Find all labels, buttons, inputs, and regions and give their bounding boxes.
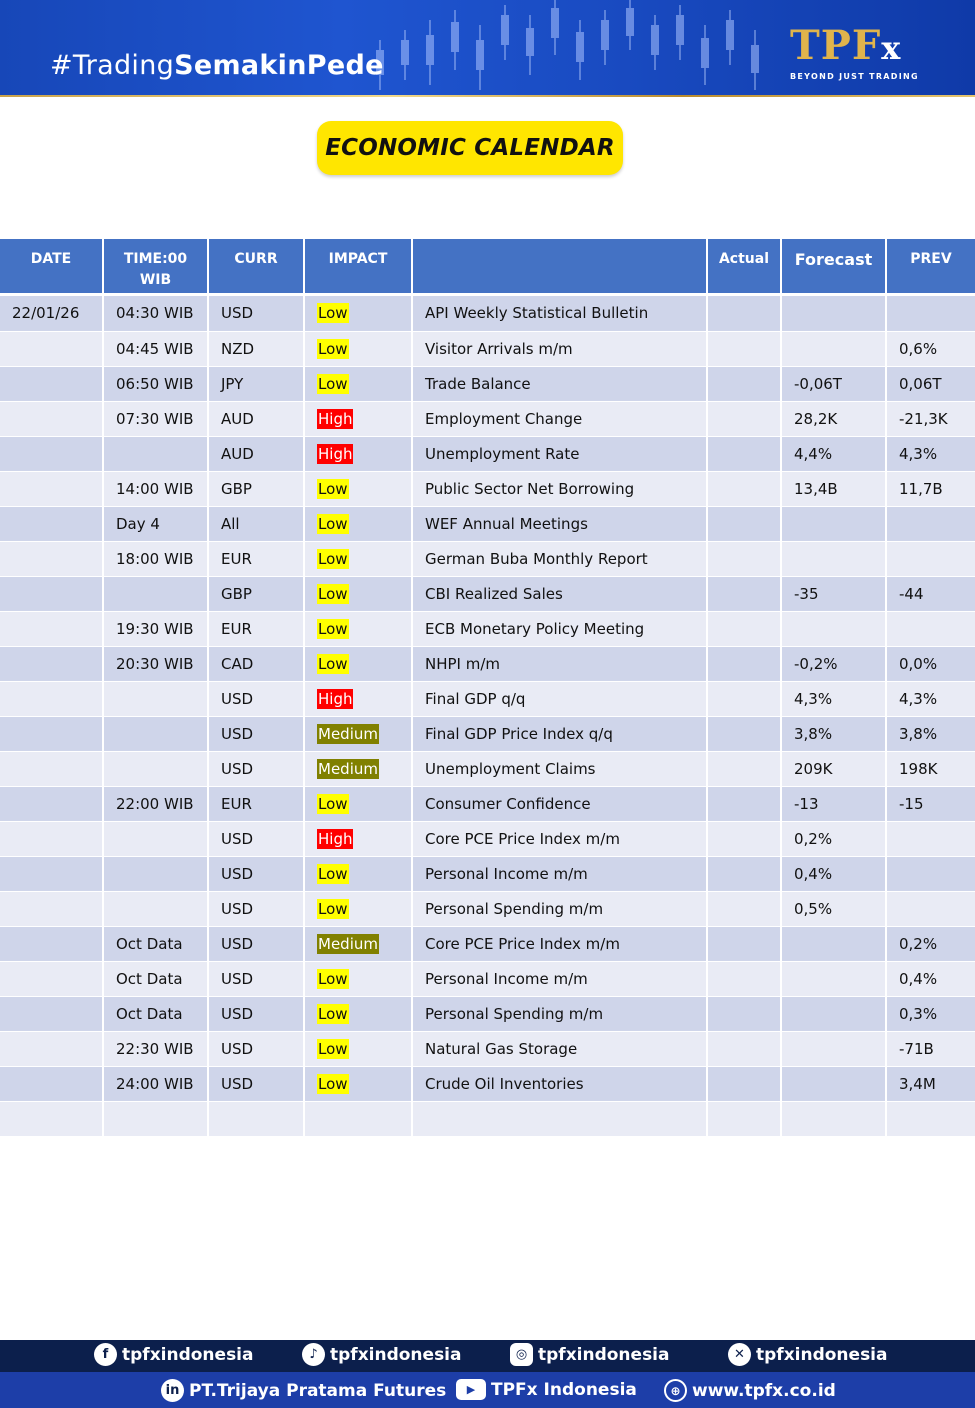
cell-time: 14:00 WIB xyxy=(103,471,208,506)
cell-date xyxy=(0,716,103,751)
header-forecast: Forecast xyxy=(781,239,886,294)
table-row xyxy=(0,926,975,961)
website-link[interactable] xyxy=(664,1379,836,1402)
table-row xyxy=(0,541,975,576)
header-banner xyxy=(0,0,975,97)
cell-actual xyxy=(707,856,781,891)
cell-impact xyxy=(304,926,412,961)
impact-badge: Low xyxy=(318,654,348,673)
footer-social-row xyxy=(0,1340,975,1372)
cell-impact xyxy=(304,471,412,506)
table-row xyxy=(0,681,975,716)
cell-time: 22:00 WIB xyxy=(103,786,208,821)
cell-time xyxy=(103,751,208,786)
cell-time xyxy=(103,821,208,856)
cell-impact xyxy=(304,331,412,366)
cell-prev: 11,7B xyxy=(886,471,975,506)
cell-event: Core PCE Price Index m/m xyxy=(412,821,707,856)
cell-actual xyxy=(707,576,781,611)
cell-impact xyxy=(304,611,412,646)
cell-forecast: -35 xyxy=(781,576,886,611)
cell-impact xyxy=(304,1031,412,1066)
cell-date xyxy=(0,541,103,576)
cell-time: 24:00 WIB xyxy=(103,1066,208,1101)
cell-curr: AUD xyxy=(208,436,304,471)
tiktok-handle: tpfxindonesia xyxy=(330,1344,462,1365)
cell-date xyxy=(0,611,103,646)
cell-time: Oct Data xyxy=(103,926,208,961)
cell-actual xyxy=(707,646,781,681)
cell-date xyxy=(0,961,103,996)
cell-event: German Buba Monthly Report xyxy=(412,541,707,576)
cell-prev: -15 xyxy=(886,786,975,821)
impact-badge: Low xyxy=(318,969,348,988)
cell-impact xyxy=(304,996,412,1031)
header-time-line1: TIME:00 xyxy=(123,251,188,267)
cell-impact xyxy=(304,1101,412,1136)
cell-actual xyxy=(707,786,781,821)
impact-badge: Low xyxy=(318,899,348,918)
cell-actual xyxy=(707,751,781,786)
footer-contact-row xyxy=(0,1372,975,1408)
cell-actual xyxy=(707,1101,781,1136)
impact-badge: Low xyxy=(318,374,348,393)
cell-time xyxy=(103,436,208,471)
cell-curr: USD xyxy=(208,926,304,961)
cell-event: NHPI m/m xyxy=(412,646,707,681)
cell-date xyxy=(0,891,103,926)
cell-time: 07:30 WIB xyxy=(103,401,208,436)
cell-impact xyxy=(304,716,412,751)
cell-event: Personal Spending m/m xyxy=(412,891,707,926)
tiktok-link[interactable] xyxy=(302,1343,461,1366)
cell-prev: 0,2% xyxy=(886,926,975,961)
impact-badge: Low xyxy=(318,339,348,358)
cell-date xyxy=(0,471,103,506)
impact-badge: High xyxy=(318,444,353,463)
cell-prev: 0,06T xyxy=(886,366,975,401)
cell-curr: USD xyxy=(208,751,304,786)
header-date: DATE xyxy=(0,239,103,294)
impact-badge: Low xyxy=(318,514,348,533)
cell-event: Personal Income m/m xyxy=(412,856,707,891)
cell-prev xyxy=(886,1101,975,1136)
cell-forecast xyxy=(781,541,886,576)
cell-actual xyxy=(707,541,781,576)
cell-actual xyxy=(707,716,781,751)
cell-prev xyxy=(886,294,975,331)
cell-impact xyxy=(304,751,412,786)
table-row xyxy=(0,611,975,646)
cell-event: Unemployment Rate xyxy=(412,436,707,471)
cell-prev: -21,3K xyxy=(886,401,975,436)
cell-time: 19:30 WIB xyxy=(103,611,208,646)
impact-badge: Low xyxy=(318,1004,348,1023)
cell-actual xyxy=(707,331,781,366)
cell-date xyxy=(0,576,103,611)
table-row xyxy=(0,331,975,366)
logo-x: x xyxy=(881,29,902,67)
cell-forecast xyxy=(781,926,886,961)
cell-date xyxy=(0,856,103,891)
cell-time xyxy=(103,576,208,611)
cell-curr xyxy=(208,1101,304,1136)
cell-curr: USD xyxy=(208,294,304,331)
cell-prev: 0,0% xyxy=(886,646,975,681)
cell-actual xyxy=(707,681,781,716)
header-time-line2: WIB xyxy=(139,272,172,288)
cell-date xyxy=(0,331,103,366)
gold-divider xyxy=(0,95,975,97)
economic-calendar-table xyxy=(0,239,975,1137)
impact-badge: High xyxy=(318,689,353,708)
youtube-link[interactable] xyxy=(456,1379,637,1400)
cell-actual xyxy=(707,821,781,856)
cell-prev: 0,6% xyxy=(886,331,975,366)
table-row xyxy=(0,856,975,891)
instagram-icon: ◎ xyxy=(510,1343,533,1366)
cell-forecast: -13 xyxy=(781,786,886,821)
cell-prev xyxy=(886,891,975,926)
cell-time: 06:50 WIB xyxy=(103,366,208,401)
header-actual: Actual xyxy=(707,239,781,294)
cell-impact xyxy=(304,1066,412,1101)
cell-time: Day 4 xyxy=(103,506,208,541)
impact-badge: Low xyxy=(318,864,348,883)
cell-actual xyxy=(707,506,781,541)
table-row xyxy=(0,1066,975,1101)
cell-curr: USD xyxy=(208,961,304,996)
candlestick-chart-decoration xyxy=(360,0,780,97)
cell-curr: GBP xyxy=(208,471,304,506)
cell-date xyxy=(0,1031,103,1066)
cell-impact xyxy=(304,821,412,856)
cell-time: 20:30 WIB xyxy=(103,646,208,681)
cell-event: Core PCE Price Index m/m xyxy=(412,926,707,961)
cell-curr: USD xyxy=(208,821,304,856)
cell-impact xyxy=(304,576,412,611)
cell-prev: 4,3% xyxy=(886,681,975,716)
impact-badge: Low xyxy=(318,794,348,813)
impact-badge: High xyxy=(318,409,353,428)
cell-forecast: 209K xyxy=(781,751,886,786)
table-row xyxy=(0,716,975,751)
table-row xyxy=(0,646,975,681)
impact-badge: Low xyxy=(318,549,348,568)
cell-time xyxy=(103,681,208,716)
cell-event: ECB Monetary Policy Meeting xyxy=(412,611,707,646)
cell-actual xyxy=(707,996,781,1031)
cell-event: Consumer Confidence xyxy=(412,786,707,821)
cell-curr: USD xyxy=(208,1066,304,1101)
cell-date xyxy=(0,996,103,1031)
cell-time: 04:30 WIB xyxy=(103,294,208,331)
cell-time: 22:30 WIB xyxy=(103,1031,208,1066)
table-row xyxy=(0,436,975,471)
cell-date xyxy=(0,926,103,961)
table-row xyxy=(0,751,975,786)
cell-curr: All xyxy=(208,506,304,541)
cell-impact xyxy=(304,541,412,576)
cell-forecast xyxy=(781,1066,886,1101)
cell-impact xyxy=(304,366,412,401)
table-row xyxy=(0,891,975,926)
cell-actual xyxy=(707,436,781,471)
impact-badge: Medium xyxy=(318,759,378,778)
linkedin-name: PT.Trijaya Pratama Futures xyxy=(189,1380,447,1401)
cell-time: 18:00 WIB xyxy=(103,541,208,576)
linkedin-link[interactable] xyxy=(161,1379,446,1402)
hashtag-prefix: #Trading xyxy=(50,50,175,81)
cell-event: Personal Income m/m xyxy=(412,961,707,996)
cell-prev: 3,8% xyxy=(886,716,975,751)
cell-event: Unemployment Claims xyxy=(412,751,707,786)
cell-time: Oct Data xyxy=(103,961,208,996)
cell-forecast: 0,2% xyxy=(781,821,886,856)
cell-impact xyxy=(304,786,412,821)
cell-prev xyxy=(886,821,975,856)
impact-badge: Low xyxy=(318,619,348,638)
cell-date xyxy=(0,821,103,856)
cell-date xyxy=(0,646,103,681)
youtube-icon: ▶ xyxy=(456,1379,486,1400)
cell-prev xyxy=(886,611,975,646)
table-row xyxy=(0,294,975,331)
cell-date xyxy=(0,401,103,436)
cell-event: WEF Annual Meetings xyxy=(412,506,707,541)
logo-tagline: BEYOND JUST TRADING xyxy=(790,72,919,81)
website-url: www.tpfx.co.id xyxy=(692,1380,836,1401)
cell-impact xyxy=(304,294,412,331)
table-row xyxy=(0,366,975,401)
table-row xyxy=(0,401,975,436)
impact-badge: Medium xyxy=(318,724,378,743)
cell-curr: USD xyxy=(208,891,304,926)
cell-time xyxy=(103,891,208,926)
instagram-link[interactable] xyxy=(510,1343,669,1366)
cell-actual xyxy=(707,471,781,506)
cell-event: Final GDP Price Index q/q xyxy=(412,716,707,751)
cell-forecast xyxy=(781,331,886,366)
x-icon: ✕ xyxy=(728,1343,751,1366)
instagram-handle: tpfxindonesia xyxy=(538,1344,670,1365)
header-prev: PREV xyxy=(886,239,975,294)
footer xyxy=(0,1340,975,1408)
cell-event: Employment Change xyxy=(412,401,707,436)
cell-impact xyxy=(304,646,412,681)
tiktok-icon: ♪ xyxy=(302,1343,325,1366)
cell-curr: AUD xyxy=(208,401,304,436)
cell-event: Final GDP q/q xyxy=(412,681,707,716)
cell-event xyxy=(412,1101,707,1136)
cell-prev: -71B xyxy=(886,1031,975,1066)
hashtag-bold: SemakinPede xyxy=(174,50,384,81)
cell-impact xyxy=(304,436,412,471)
impact-badge: Low xyxy=(318,1074,348,1093)
cell-curr: EUR xyxy=(208,786,304,821)
cell-forecast: 4,4% xyxy=(781,436,886,471)
cell-forecast: -0,06T xyxy=(781,366,886,401)
cell-date xyxy=(0,786,103,821)
cell-event: API Weekly Statistical Bulletin xyxy=(412,294,707,331)
linkedin-icon: in xyxy=(161,1379,184,1402)
header-curr: CURR xyxy=(208,239,304,294)
impact-badge: Low xyxy=(318,479,348,498)
cell-date xyxy=(0,506,103,541)
page-title: ECONOMIC CALENDAR xyxy=(317,121,623,175)
cell-actual xyxy=(707,1066,781,1101)
cell-curr: JPY xyxy=(208,366,304,401)
cell-curr: GBP xyxy=(208,576,304,611)
impact-badge: High xyxy=(318,829,353,848)
cell-actual xyxy=(707,891,781,926)
cell-date: 22/01/26 xyxy=(0,294,103,331)
table-body xyxy=(0,294,975,1136)
cell-forecast xyxy=(781,1031,886,1066)
header-impact: IMPACT xyxy=(304,239,412,294)
cell-forecast: 0,5% xyxy=(781,891,886,926)
cell-date xyxy=(0,681,103,716)
table-row xyxy=(0,821,975,856)
cell-impact xyxy=(304,506,412,541)
cell-curr: NZD xyxy=(208,331,304,366)
cell-actual xyxy=(707,961,781,996)
table-row xyxy=(0,996,975,1031)
cell-curr: USD xyxy=(208,1031,304,1066)
cell-forecast xyxy=(781,611,886,646)
table-header-row xyxy=(0,239,975,294)
facebook-handle: tpfxindonesia xyxy=(122,1344,254,1365)
cell-curr: USD xyxy=(208,681,304,716)
cell-curr: EUR xyxy=(208,611,304,646)
cell-forecast xyxy=(781,996,886,1031)
cell-time xyxy=(103,716,208,751)
cell-prev xyxy=(886,506,975,541)
cell-actual xyxy=(707,401,781,436)
cell-impact xyxy=(304,856,412,891)
cell-forecast: -0,2% xyxy=(781,646,886,681)
logo-text: TPF xyxy=(790,22,882,69)
cell-event: Visitor Arrivals m/m xyxy=(412,331,707,366)
globe-icon: ⊕ xyxy=(664,1379,687,1402)
facebook-icon: f xyxy=(94,1343,117,1366)
table-row xyxy=(0,471,975,506)
cell-actual xyxy=(707,366,781,401)
table-row xyxy=(0,786,975,821)
cell-prev: 0,3% xyxy=(886,996,975,1031)
cell-time xyxy=(103,1101,208,1136)
cell-forecast xyxy=(781,1101,886,1136)
cell-impact xyxy=(304,961,412,996)
cell-time xyxy=(103,856,208,891)
cell-forecast: 0,4% xyxy=(781,856,886,891)
cell-prev xyxy=(886,856,975,891)
cell-date xyxy=(0,1101,103,1136)
cell-curr: USD xyxy=(208,856,304,891)
cell-prev: 4,3% xyxy=(886,436,975,471)
cell-event: Trade Balance xyxy=(412,366,707,401)
cell-impact xyxy=(304,681,412,716)
hashtag-slogan xyxy=(50,50,384,81)
table-row xyxy=(0,1101,975,1136)
cell-event: Public Sector Net Borrowing xyxy=(412,471,707,506)
cell-curr: CAD xyxy=(208,646,304,681)
cell-curr: USD xyxy=(208,996,304,1031)
impact-badge: Low xyxy=(318,304,348,322)
cell-date xyxy=(0,1066,103,1101)
cell-event: Natural Gas Storage xyxy=(412,1031,707,1066)
cell-forecast xyxy=(781,961,886,996)
cell-actual xyxy=(707,1031,781,1066)
cell-time: Oct Data xyxy=(103,996,208,1031)
youtube-channel: TPFx Indonesia xyxy=(491,1379,637,1400)
cell-prev: 0,4% xyxy=(886,961,975,996)
cell-impact xyxy=(304,891,412,926)
table-row xyxy=(0,576,975,611)
cell-forecast: 3,8% xyxy=(781,716,886,751)
facebook-link[interactable] xyxy=(94,1343,253,1366)
cell-actual xyxy=(707,294,781,331)
cell-forecast xyxy=(781,294,886,331)
tpfx-logo xyxy=(790,22,930,86)
cell-prev: 198K xyxy=(886,751,975,786)
cell-forecast: 4,3% xyxy=(781,681,886,716)
cell-curr: EUR xyxy=(208,541,304,576)
header-event xyxy=(412,239,707,294)
cell-forecast: 13,4B xyxy=(781,471,886,506)
cell-curr: USD xyxy=(208,716,304,751)
table-row xyxy=(0,961,975,996)
cell-prev: -44 xyxy=(886,576,975,611)
cell-event: Personal Spending m/m xyxy=(412,996,707,1031)
cell-forecast: 28,2K xyxy=(781,401,886,436)
table-row xyxy=(0,1031,975,1066)
impact-badge: Low xyxy=(318,1039,348,1058)
cell-event: CBI Realized Sales xyxy=(412,576,707,611)
cell-date xyxy=(0,436,103,471)
cell-actual xyxy=(707,926,781,961)
cell-date xyxy=(0,751,103,786)
cell-date xyxy=(0,366,103,401)
cell-prev xyxy=(886,541,975,576)
x-handle: tpfxindonesia xyxy=(756,1344,888,1365)
cell-time: 04:45 WIB xyxy=(103,331,208,366)
logo-mark xyxy=(790,22,930,69)
table-row xyxy=(0,506,975,541)
cell-forecast xyxy=(781,506,886,541)
cell-prev: 3,4M xyxy=(886,1066,975,1101)
cell-event: Crude Oil Inventories xyxy=(412,1066,707,1101)
impact-badge: Low xyxy=(318,584,348,603)
x-link[interactable] xyxy=(728,1343,887,1366)
cell-actual xyxy=(707,611,781,646)
cell-impact xyxy=(304,401,412,436)
header-time xyxy=(103,239,208,294)
impact-badge: Medium xyxy=(318,934,378,953)
